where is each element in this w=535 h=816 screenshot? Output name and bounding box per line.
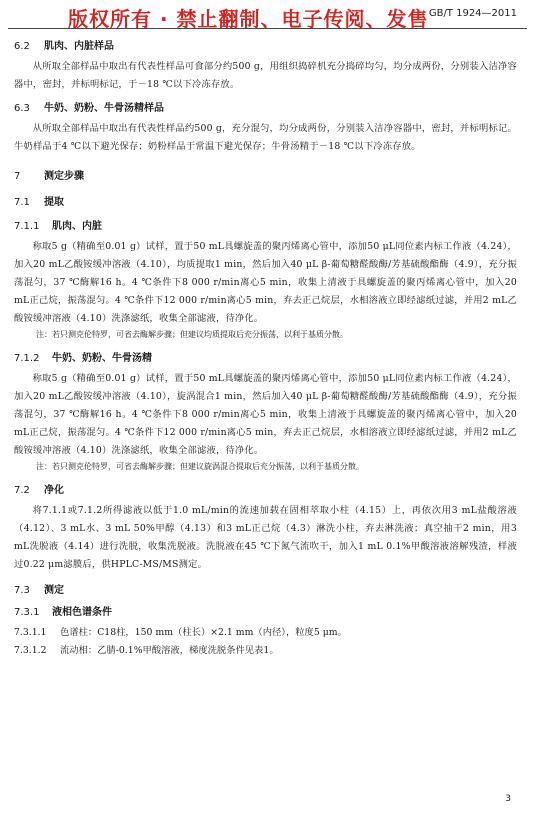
section-heading-7-3 (14, 584, 517, 598)
section-heading-7-1-1 (14, 220, 517, 234)
list-item-7-3-1-1 (14, 624, 517, 642)
section-number: 6.3 (14, 103, 30, 114)
section-heading-7-1-2 (14, 352, 517, 366)
list-item-7-3-1-2 (14, 642, 517, 660)
section-heading-7-3-1 (14, 606, 517, 620)
section-title: 液相色谱条件 (52, 607, 112, 618)
section-heading-7 (14, 170, 517, 184)
section-number: 7.1 (14, 197, 30, 208)
paragraph-6-2: 从所取全部样品中取出有代表性样品可食部分约500 g，用组织捣碎机充分捣碎均匀，均分成两份，分别装入洁净容器中，密封，并标明标记，于－18 ℃以下冷冻存放。 (14, 61, 517, 90)
header-rule (8, 28, 527, 29)
item-number: 7.3.1.1 (14, 627, 47, 638)
section-heading-7-2 (14, 484, 517, 498)
section-title: 牛奶、奶粉、牛骨汤精 (52, 353, 152, 364)
section-number: 7.3 (14, 585, 30, 596)
section-number: 7.2 (14, 485, 30, 496)
section-number: 6.2 (14, 41, 30, 52)
section-number: 7 (14, 171, 21, 182)
note-7-1-2: 注：若只测克伦特罗，可省去酶解步骤；但建议旋涡混合提取后充分振荡，以利于基质分散。 (36, 462, 364, 471)
section-title: 肌肉、内脏样品 (44, 41, 114, 52)
section-title: 提取 (44, 197, 64, 208)
item-text: 色谱柱：C18柱，150 mm（柱长）×2.1 mm（内径），粒度5 μm。 (60, 627, 347, 638)
section-title: 测定 (44, 585, 64, 596)
section-heading-6-3 (14, 102, 517, 116)
paragraph-6-3: 从所取全部样品中取出有代表性样品约500 g，充分混匀，均分成两份，分别装入洁净容器中，密封，并标明标记。牛奶样品于4 ℃以下避光保存；奶粉样品于常温下避光保存；牛骨汤精于－18 ℃以下冷冻存放。 (14, 123, 517, 152)
item-text: 流动相：乙腈-0.1%甲酸溶液，梯度洗脱条件见表1。 (60, 645, 279, 656)
page-number: 3 (505, 794, 511, 804)
section-number: 7.1.1 (14, 221, 40, 232)
section-number: 7.1.2 (14, 353, 40, 364)
section-title: 净化 (44, 485, 64, 496)
copyright-watermark: 版权所有 · 禁止翻制、电子传阅、发售 (68, 7, 429, 31)
standard-number: GB/T 1924—2011 (428, 8, 517, 19)
paragraph-7-2: 将7.1.1或7.1.2所得滤液以低于1.0 mL/min的流速加载在固相萃取小柱（4.15）上，再依次用3 mL盐酸溶液（4.12）、3 mL水、3 mL 50%甲醇（4.13）和3 mL正己烷（4.3）淋洗小柱，弃去淋洗液；真空抽干2 min，用3 mL洗脱液（4.14）进行洗脱，收集洗脱液。洗脱液在45 ℃下氮气流吹干，加入1 mL 0.1%甲酸溶液溶解残渣，样液过0.22 μm滤膜后，供HPLC-MS/MS测定。 (14, 505, 517, 570)
section-number: 7.3.1 (14, 607, 40, 618)
section-title: 测定步骤 (44, 171, 84, 182)
paragraph-7-1-2: 称取5 g（精确至0.01 g）试样，置于50 mL具螺旋盖的聚丙烯离心管中，添加50 μL同位素内标工作液（4.24），加入20 mL乙酸铵缓冲溶液（4.10），旋涡混合1 min，然后加入40 μL β-葡萄糖醛酸酶/芳基硫酸酯酶（4.9），充分振荡混匀，37 ℃酶解16 h。4 ℃条件下8 000 r/min离心5 min，收集上清液于具螺旋盖的聚丙烯离心管中，加入20 mL正己烷，振荡混匀。4 ℃条件下12 000 r/min离心5 min，弃去正己烷层，水相溶液立即经滤纸过滤，并用2 mL乙酸铵缓冲溶液（4.10）洗涤滤纸，收集全部滤液，待净化。 (14, 373, 517, 456)
section-title: 肌肉、内脏 (52, 221, 102, 232)
section-heading-7-1 (14, 196, 517, 210)
section-heading-6-2 (14, 40, 517, 54)
paragraph-7-1-1: 称取5 g（精确至0.01 g）试样，置于50 mL具螺旋盖的聚丙烯离心管中，添加50 μL同位素内标工作液（4.24），加入20 mL乙酸铵缓冲溶液（4.10），均质提取1 min，然后加入40 μL β-葡萄糖醛酸酶/芳基硫酸酯酶（4.9），充分振荡混匀，37 ℃酶解16 h。4 ℃条件下8 000 r/min离心5 min，收集上清液于具螺旋盖的聚丙烯离心管中，加入20 mL正己烷，振荡混匀。4 ℃条件下12 000 r/min离心5 min，弃去正己烷层，水相溶液立即经滤纸过滤，并用2 mL乙酸铵缓冲溶液（4.10）洗涤滤纸，收集全部滤液，待净化。 (14, 241, 517, 324)
note-7-1-1: 注：若只测克伦特罗，可省去酶解步骤；但建议均质提取后充分振荡，以利于基质分散。 (36, 330, 348, 339)
item-number: 7.3.1.2 (14, 645, 47, 656)
section-title: 牛奶、奶粉、牛骨汤精样品 (44, 103, 164, 114)
document-body (14, 40, 517, 660)
